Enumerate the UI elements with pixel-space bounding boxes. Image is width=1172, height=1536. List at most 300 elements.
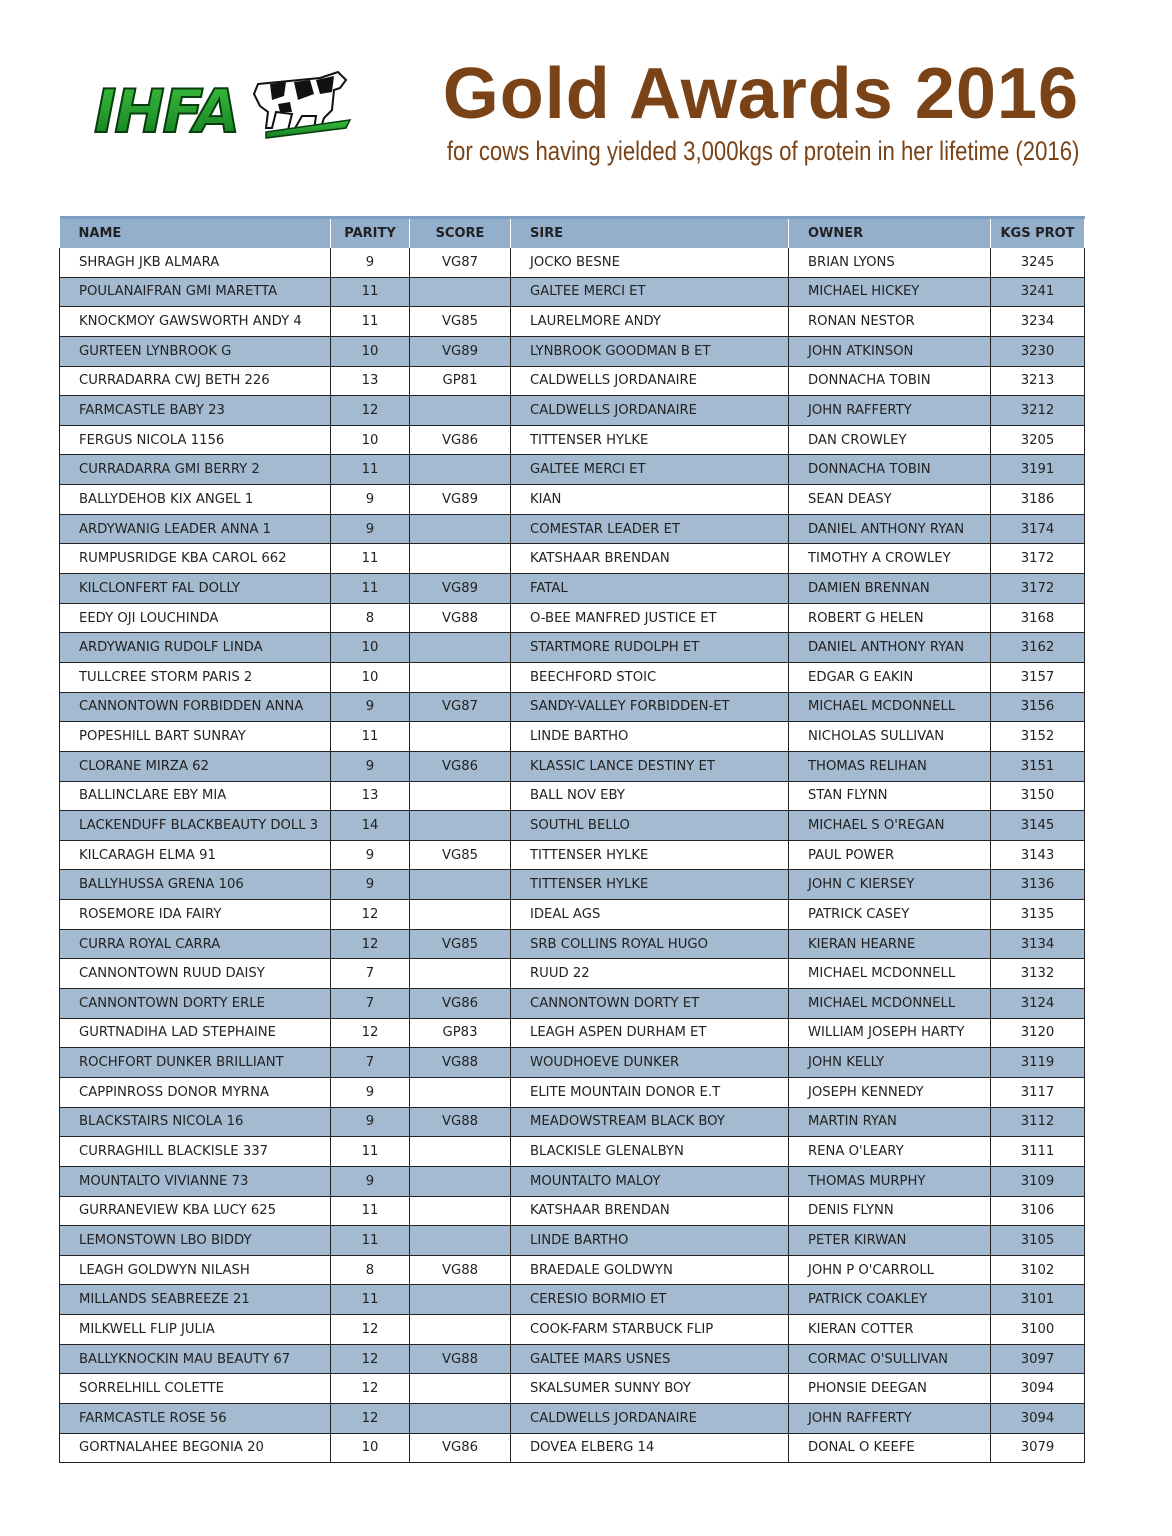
table-row <box>60 307 1085 337</box>
cell-kgs-prot: 3157 <box>991 662 1085 692</box>
cell-kgs-prot: 3152 <box>991 722 1085 752</box>
cell-score: VG86 <box>410 751 511 781</box>
table-row <box>60 989 1085 1019</box>
cell-owner: BRIAN LYONS <box>789 248 991 277</box>
cell-name: BALLYKNOCKIN MAU BEAUTY 67 <box>60 1344 331 1374</box>
cell-name: ARDYWANIG RUDOLF LINDA <box>60 633 331 663</box>
cell-parity: 11 <box>331 455 410 485</box>
cell-kgs-prot: 3145 <box>991 811 1085 841</box>
cell-kgs-prot: 3094 <box>991 1374 1085 1404</box>
cell-score: VG88 <box>410 1255 511 1285</box>
cell-parity: 9 <box>331 485 410 515</box>
table-row <box>60 1077 1085 1107</box>
cell-name: KILCLONFERT FAL DOLLY <box>60 574 331 604</box>
cell-name: POULANAIFRAN GMI MARETTA <box>60 277 331 307</box>
cell-sire: WOUDHOEVE DUNKER <box>511 1048 789 1078</box>
cell-kgs-prot: 3102 <box>991 1255 1085 1285</box>
cell-sire: GALTEE MERCI ET <box>511 277 789 307</box>
table-row <box>60 455 1085 485</box>
cell-owner: JOHN C KIERSEY <box>789 870 991 900</box>
cell-name: POPESHILL BART SUNRAY <box>60 722 331 752</box>
cell-sire: CALDWELLS JORDANAIRE <box>511 366 789 396</box>
cell-parity: 13 <box>331 781 410 811</box>
cell-score <box>410 1196 511 1226</box>
cell-parity: 11 <box>331 1137 410 1167</box>
table-row <box>60 603 1085 633</box>
cell-kgs-prot: 3109 <box>991 1166 1085 1196</box>
cell-score: VG85 <box>410 840 511 870</box>
cell-kgs-prot: 3101 <box>991 1285 1085 1315</box>
cell-parity: 11 <box>331 544 410 574</box>
cell-sire: GALTEE MARS USNES <box>511 1344 789 1374</box>
cell-sire: BLACKISLE GLENALBYN <box>511 1137 789 1167</box>
cell-owner: JOHN RAFFERTY <box>789 396 991 426</box>
cell-score: VG86 <box>410 425 511 455</box>
cell-kgs-prot: 3150 <box>991 781 1085 811</box>
cell-sire: MEADOWSTREAM BLACK BOY <box>511 1107 789 1137</box>
cell-parity: 8 <box>331 603 410 633</box>
cell-kgs-prot: 3151 <box>991 751 1085 781</box>
cell-kgs-prot: 3172 <box>991 574 1085 604</box>
cell-parity: 12 <box>331 929 410 959</box>
cell-owner: MICHAEL MCDONNELL <box>789 959 991 989</box>
cell-score <box>410 396 511 426</box>
cell-score <box>410 1374 511 1404</box>
cell-sire: STARTMORE RUDOLPH ET <box>511 633 789 663</box>
cell-score <box>410 277 511 307</box>
cell-score: GP83 <box>410 1018 511 1048</box>
cell-parity: 12 <box>331 1018 410 1048</box>
cell-parity: 10 <box>331 662 410 692</box>
table-row <box>60 692 1085 722</box>
cell-owner: DANIEL ANTHONY RYAN <box>789 514 991 544</box>
cell-name: CURRADARRA CWJ BETH 226 <box>60 366 331 396</box>
column-header-parity: PARITY <box>331 218 410 249</box>
cell-name: CURRADARRA GMI BERRY 2 <box>60 455 331 485</box>
column-header-name: NAME <box>60 218 331 249</box>
cell-owner: MICHAEL S O'REGAN <box>789 811 991 841</box>
cell-name: CURRAGHILL BLACKISLE 337 <box>60 1137 331 1167</box>
cell-name: FARMCASTLE BABY 23 <box>60 396 331 426</box>
cell-score <box>410 455 511 485</box>
cell-owner: DAMIEN BRENNAN <box>789 574 991 604</box>
cell-sire: SANDY-VALLEY FORBIDDEN-ET <box>511 692 789 722</box>
cell-sire: COMESTAR LEADER ET <box>511 514 789 544</box>
cell-parity: 12 <box>331 1374 410 1404</box>
cell-kgs-prot: 3119 <box>991 1048 1085 1078</box>
cell-name: ROCHFORT DUNKER BRILLIANT <box>60 1048 331 1078</box>
gold-awards-table <box>59 216 1085 1463</box>
cell-score <box>410 1226 511 1256</box>
cell-owner: DONAL O KEEFE <box>789 1433 991 1463</box>
cell-score: VG89 <box>410 574 511 604</box>
cell-kgs-prot: 3120 <box>991 1018 1085 1048</box>
cell-kgs-prot: 3094 <box>991 1403 1085 1433</box>
cell-score <box>410 870 511 900</box>
table-row <box>60 751 1085 781</box>
table-row <box>60 1048 1085 1078</box>
cell-name: LACKENDUFF BLACKBEAUTY DOLL 3 <box>60 811 331 841</box>
table-row <box>60 1137 1085 1167</box>
cell-sire: JOCKO BESNE <box>511 248 789 277</box>
cell-name: MOUNTALTO VIVIANNE 73 <box>60 1166 331 1196</box>
cell-owner: MICHAEL HICKEY <box>789 277 991 307</box>
cell-parity: 12 <box>331 1315 410 1345</box>
cell-parity: 13 <box>331 366 410 396</box>
cell-score: GP81 <box>410 366 511 396</box>
cell-score <box>410 1077 511 1107</box>
cell-kgs-prot: 3124 <box>991 989 1085 1019</box>
cell-owner: WILLIAM JOSEPH HARTY <box>789 1018 991 1048</box>
cell-score <box>410 1315 511 1345</box>
table-row <box>60 1433 1085 1463</box>
cell-kgs-prot: 3100 <box>991 1315 1085 1345</box>
cell-parity: 10 <box>331 425 410 455</box>
cell-score <box>410 722 511 752</box>
cell-sire: BALL NOV EBY <box>511 781 789 811</box>
cell-owner: DANIEL ANTHONY RYAN <box>789 633 991 663</box>
column-header-owner: OWNER <box>789 218 991 249</box>
cell-score: VG88 <box>410 1107 511 1137</box>
cell-name: SHRAGH JKB ALMARA <box>60 248 331 277</box>
cell-score: VG85 <box>410 307 511 337</box>
cell-name: KILCARAGH ELMA 91 <box>60 840 331 870</box>
cell-sire: LAURELMORE ANDY <box>511 307 789 337</box>
table-row <box>60 336 1085 366</box>
cell-sire: LEAGH ASPEN DURHAM ET <box>511 1018 789 1048</box>
cell-owner: JOSEPH KENNEDY <box>789 1077 991 1107</box>
cell-score <box>410 1166 511 1196</box>
cell-score <box>410 781 511 811</box>
cell-name: GORTNALAHEE BEGONIA 20 <box>60 1433 331 1463</box>
cell-parity: 11 <box>331 307 410 337</box>
table-row <box>60 485 1085 515</box>
cell-sire: CALDWELLS JORDANAIRE <box>511 1403 789 1433</box>
cell-name: BALLYHUSSA GRENA 106 <box>60 870 331 900</box>
cell-sire: IDEAL AGS <box>511 900 789 930</box>
cell-parity: 10 <box>331 633 410 663</box>
table-row <box>60 248 1085 277</box>
table-row <box>60 811 1085 841</box>
cell-owner: DONNACHA TOBIN <box>789 455 991 485</box>
cell-kgs-prot: 3230 <box>991 336 1085 366</box>
cell-score: VG87 <box>410 248 511 277</box>
cell-kgs-prot: 3117 <box>991 1077 1085 1107</box>
cell-name: BLACKSTAIRS NICOLA 16 <box>60 1107 331 1137</box>
table-row <box>60 366 1085 396</box>
cell-name: KNOCKMOY GAWSWORTH ANDY 4 <box>60 307 331 337</box>
cell-kgs-prot: 3112 <box>991 1107 1085 1137</box>
cell-sire: SKALSUMER SUNNY BOY <box>511 1374 789 1404</box>
cell-kgs-prot: 3205 <box>991 425 1085 455</box>
cell-sire: FATAL <box>511 574 789 604</box>
cell-parity: 11 <box>331 1226 410 1256</box>
cell-kgs-prot: 3097 <box>991 1344 1085 1374</box>
table-row <box>60 1018 1085 1048</box>
cell-sire: TITTENSER HYLKE <box>511 425 789 455</box>
table-row <box>60 544 1085 574</box>
cell-owner: PETER KIRWAN <box>789 1226 991 1256</box>
table-row <box>60 514 1085 544</box>
cell-owner: MICHAEL MCDONNELL <box>789 989 991 1019</box>
table-row <box>60 1107 1085 1137</box>
cell-owner: DENIS FLYNN <box>789 1196 991 1226</box>
table-row <box>60 662 1085 692</box>
cell-owner: DAN CROWLEY <box>789 425 991 455</box>
table-row <box>60 722 1085 752</box>
cell-owner: KIERAN COTTER <box>789 1315 991 1345</box>
cell-name: BALLYDEHOB KIX ANGEL 1 <box>60 485 331 515</box>
cell-kgs-prot: 3134 <box>991 929 1085 959</box>
cell-parity: 11 <box>331 574 410 604</box>
cell-sire: BEECHFORD STOIC <box>511 662 789 692</box>
cell-name: RUMPUSRIDGE KBA CAROL 662 <box>60 544 331 574</box>
cell-name: LEAGH GOLDWYN NILASH <box>60 1255 331 1285</box>
cell-score <box>410 662 511 692</box>
cell-owner: STAN FLYNN <box>789 781 991 811</box>
table-row <box>60 1344 1085 1374</box>
cell-owner: MARTIN RYAN <box>789 1107 991 1137</box>
cell-sire: DOVEA ELBERG 14 <box>511 1433 789 1463</box>
cell-name: ROSEMORE IDA FAIRY <box>60 900 331 930</box>
cell-name: FARMCASTLE ROSE 56 <box>60 1403 331 1433</box>
cell-score: VG89 <box>410 485 511 515</box>
table-row <box>60 900 1085 930</box>
cell-owner: EDGAR G EAKIN <box>789 662 991 692</box>
cell-score <box>410 544 511 574</box>
cell-score: VG85 <box>410 929 511 959</box>
cell-owner: THOMAS RELIHAN <box>789 751 991 781</box>
cell-kgs-prot: 3143 <box>991 840 1085 870</box>
cell-sire: CERESIO BORMIO ET <box>511 1285 789 1315</box>
cell-owner: PHONSIE DEEGAN <box>789 1374 991 1404</box>
table-row <box>60 929 1085 959</box>
cell-score <box>410 1403 511 1433</box>
cell-parity: 7 <box>331 1048 410 1078</box>
cell-kgs-prot: 3245 <box>991 248 1085 277</box>
cell-sire: TITTENSER HYLKE <box>511 870 789 900</box>
cell-kgs-prot: 3156 <box>991 692 1085 722</box>
cell-name: LEMONSTOWN LBO BIDDY <box>60 1226 331 1256</box>
cell-kgs-prot: 3136 <box>991 870 1085 900</box>
ihfa-logo-text: IHFA <box>94 77 239 146</box>
table-row <box>60 574 1085 604</box>
cell-sire: CALDWELLS JORDANAIRE <box>511 396 789 426</box>
cell-kgs-prot: 3172 <box>991 544 1085 574</box>
cell-sire: KATSHAAR BRENDAN <box>511 544 789 574</box>
cell-score <box>410 900 511 930</box>
cell-parity: 8 <box>331 1255 410 1285</box>
cell-parity: 12 <box>331 1344 410 1374</box>
cell-owner: PATRICK COAKLEY <box>789 1285 991 1315</box>
cell-sire: COOK-FARM STARBUCK FLIP <box>511 1315 789 1345</box>
cell-name: CANNONTOWN DORTY ERLE <box>60 989 331 1019</box>
cell-score: VG87 <box>410 692 511 722</box>
cell-score <box>410 959 511 989</box>
cell-parity: 11 <box>331 722 410 752</box>
cell-owner: TIMOTHY A CROWLEY <box>789 544 991 574</box>
ihfa-logo <box>88 66 358 146</box>
cell-owner: JOHN RAFFERTY <box>789 1403 991 1433</box>
cell-sire: TITTENSER HYLKE <box>511 840 789 870</box>
cell-owner: PATRICK CASEY <box>789 900 991 930</box>
table-row <box>60 781 1085 811</box>
cell-sire: KLASSIC LANCE DESTINY ET <box>511 751 789 781</box>
cell-parity: 12 <box>331 396 410 426</box>
cell-kgs-prot: 3135 <box>991 900 1085 930</box>
cell-sire: MOUNTALTO MALOY <box>511 1166 789 1196</box>
cell-parity: 9 <box>331 692 410 722</box>
cell-parity: 11 <box>331 1285 410 1315</box>
cell-owner: JOHN P O'CARROLL <box>789 1255 991 1285</box>
table-row <box>60 277 1085 307</box>
cell-sire: ELITE MOUNTAIN DONOR E.T <box>511 1077 789 1107</box>
cell-owner: JOHN ATKINSON <box>789 336 991 366</box>
cell-kgs-prot: 3105 <box>991 1226 1085 1256</box>
cell-name: CANNONTOWN FORBIDDEN ANNA <box>60 692 331 722</box>
cell-sire: CANNONTOWN DORTY ET <box>511 989 789 1019</box>
cell-kgs-prot: 3111 <box>991 1137 1085 1167</box>
cell-parity: 9 <box>331 514 410 544</box>
cell-sire: LYNBROOK GOODMAN B ET <box>511 336 789 366</box>
cell-parity: 7 <box>331 959 410 989</box>
cell-kgs-prot: 3186 <box>991 485 1085 515</box>
cell-sire: SRB COLLINS ROYAL HUGO <box>511 929 789 959</box>
cell-kgs-prot: 3132 <box>991 959 1085 989</box>
cell-name: GURRANEVIEW KBA LUCY 625 <box>60 1196 331 1226</box>
cell-parity: 9 <box>331 840 410 870</box>
cell-score: VG88 <box>410 603 511 633</box>
cell-name: CANNONTOWN RUUD DAISY <box>60 959 331 989</box>
cell-name: SORRELHILL COLETTE <box>60 1374 331 1404</box>
cell-name: GURTEEN LYNBROOK G <box>60 336 331 366</box>
cell-owner: THOMAS MURPHY <box>789 1166 991 1196</box>
cell-owner: ROBERT G HELEN <box>789 603 991 633</box>
cell-owner: MICHAEL MCDONNELL <box>789 692 991 722</box>
cell-sire: O-BEE MANFRED JUSTICE ET <box>511 603 789 633</box>
cell-kgs-prot: 3168 <box>991 603 1085 633</box>
cell-parity: 10 <box>331 336 410 366</box>
cell-kgs-prot: 3162 <box>991 633 1085 663</box>
cell-name: CAPPINROSS DONOR MYRNA <box>60 1077 331 1107</box>
cell-sire: KIAN <box>511 485 789 515</box>
table-row <box>60 840 1085 870</box>
table-row <box>60 396 1085 426</box>
table-row <box>60 959 1085 989</box>
cell-name: MILLANDS SEABREEZE 21 <box>60 1285 331 1315</box>
cell-parity: 9 <box>331 870 410 900</box>
cell-kgs-prot: 3241 <box>991 277 1085 307</box>
column-header-sire: SIRE <box>511 218 789 249</box>
table-row <box>60 1403 1085 1433</box>
column-header-kgs-prot: KGS PROT <box>991 218 1085 249</box>
cell-sire: KATSHAAR BRENDAN <box>511 1196 789 1226</box>
cell-owner: JOHN KELLY <box>789 1048 991 1078</box>
cell-sire: BRAEDALE GOLDWYN <box>511 1255 789 1285</box>
cell-name: EEDY OJI LOUCHINDA <box>60 603 331 633</box>
page-subtitle: for cows having yielded 3,000kgs of protein in her lifetime (2016) <box>446 136 1079 166</box>
table-header-row <box>60 218 1085 249</box>
cell-sire: SOUTHL BELLO <box>511 811 789 841</box>
cell-score: VG88 <box>410 1048 511 1078</box>
cell-parity: 7 <box>331 989 410 1019</box>
cell-score: VG86 <box>410 989 511 1019</box>
cell-owner: RENA O'LEARY <box>789 1137 991 1167</box>
cell-name: BALLINCLARE EBY MIA <box>60 781 331 811</box>
cell-parity: 9 <box>331 1077 410 1107</box>
cell-owner: PAUL POWER <box>789 840 991 870</box>
cell-owner: DONNACHA TOBIN <box>789 366 991 396</box>
table-row <box>60 1166 1085 1196</box>
cell-kgs-prot: 3174 <box>991 514 1085 544</box>
cell-name: MILKWELL FLIP JULIA <box>60 1315 331 1345</box>
cell-parity: 12 <box>331 900 410 930</box>
page-title: Gold Awards 2016 <box>442 54 1079 134</box>
table-row <box>60 1226 1085 1256</box>
cell-parity: 9 <box>331 248 410 277</box>
cell-name: GURTNADIHA LAD STEPHAINE <box>60 1018 331 1048</box>
cell-score <box>410 811 511 841</box>
cell-owner: KIERAN HEARNE <box>789 929 991 959</box>
cell-score: VG88 <box>410 1344 511 1374</box>
table-row <box>60 1374 1085 1404</box>
cell-kgs-prot: 3079 <box>991 1433 1085 1463</box>
cell-score <box>410 1285 511 1315</box>
cell-sire: LINDE BARTHO <box>511 722 789 752</box>
cell-parity: 11 <box>331 1196 410 1226</box>
cell-sire: GALTEE MERCI ET <box>511 455 789 485</box>
table-row <box>60 1285 1085 1315</box>
cell-parity: 10 <box>331 1433 410 1463</box>
cell-kgs-prot: 3213 <box>991 366 1085 396</box>
cell-score: VG89 <box>410 336 511 366</box>
cell-score <box>410 514 511 544</box>
cell-kgs-prot: 3106 <box>991 1196 1085 1226</box>
cell-kgs-prot: 3234 <box>991 307 1085 337</box>
cell-parity: 14 <box>331 811 410 841</box>
table-row <box>60 633 1085 663</box>
cell-owner: NICHOLAS SULLIVAN <box>789 722 991 752</box>
column-header-score: SCORE <box>410 218 511 249</box>
cell-score <box>410 1137 511 1167</box>
cell-sire: RUUD 22 <box>511 959 789 989</box>
cell-name: TULLCREE STORM PARIS 2 <box>60 662 331 692</box>
table-row <box>60 1196 1085 1226</box>
table-row <box>60 1315 1085 1345</box>
cell-owner: RONAN NESTOR <box>789 307 991 337</box>
cell-parity: 12 <box>331 1403 410 1433</box>
cell-parity: 11 <box>331 277 410 307</box>
table-row <box>60 425 1085 455</box>
table-row <box>60 870 1085 900</box>
cell-parity: 9 <box>331 1107 410 1137</box>
cell-score <box>410 633 511 663</box>
cell-name: CURRA ROYAL CARRA <box>60 929 331 959</box>
cell-name: ARDYWANIG LEADER ANNA 1 <box>60 514 331 544</box>
cow-icon <box>254 72 346 130</box>
cell-kgs-prot: 3212 <box>991 396 1085 426</box>
cell-name: FERGUS NICOLA 1156 <box>60 425 331 455</box>
cell-kgs-prot: 3191 <box>991 455 1085 485</box>
cell-name: CLORANE MIRZA 62 <box>60 751 331 781</box>
cell-owner: SEAN DEASY <box>789 485 991 515</box>
cell-sire: LINDE BARTHO <box>511 1226 789 1256</box>
cell-score: VG86 <box>410 1433 511 1463</box>
cell-owner: CORMAC O'SULLIVAN <box>789 1344 991 1374</box>
cell-parity: 9 <box>331 1166 410 1196</box>
table-row <box>60 1255 1085 1285</box>
cell-parity: 9 <box>331 751 410 781</box>
